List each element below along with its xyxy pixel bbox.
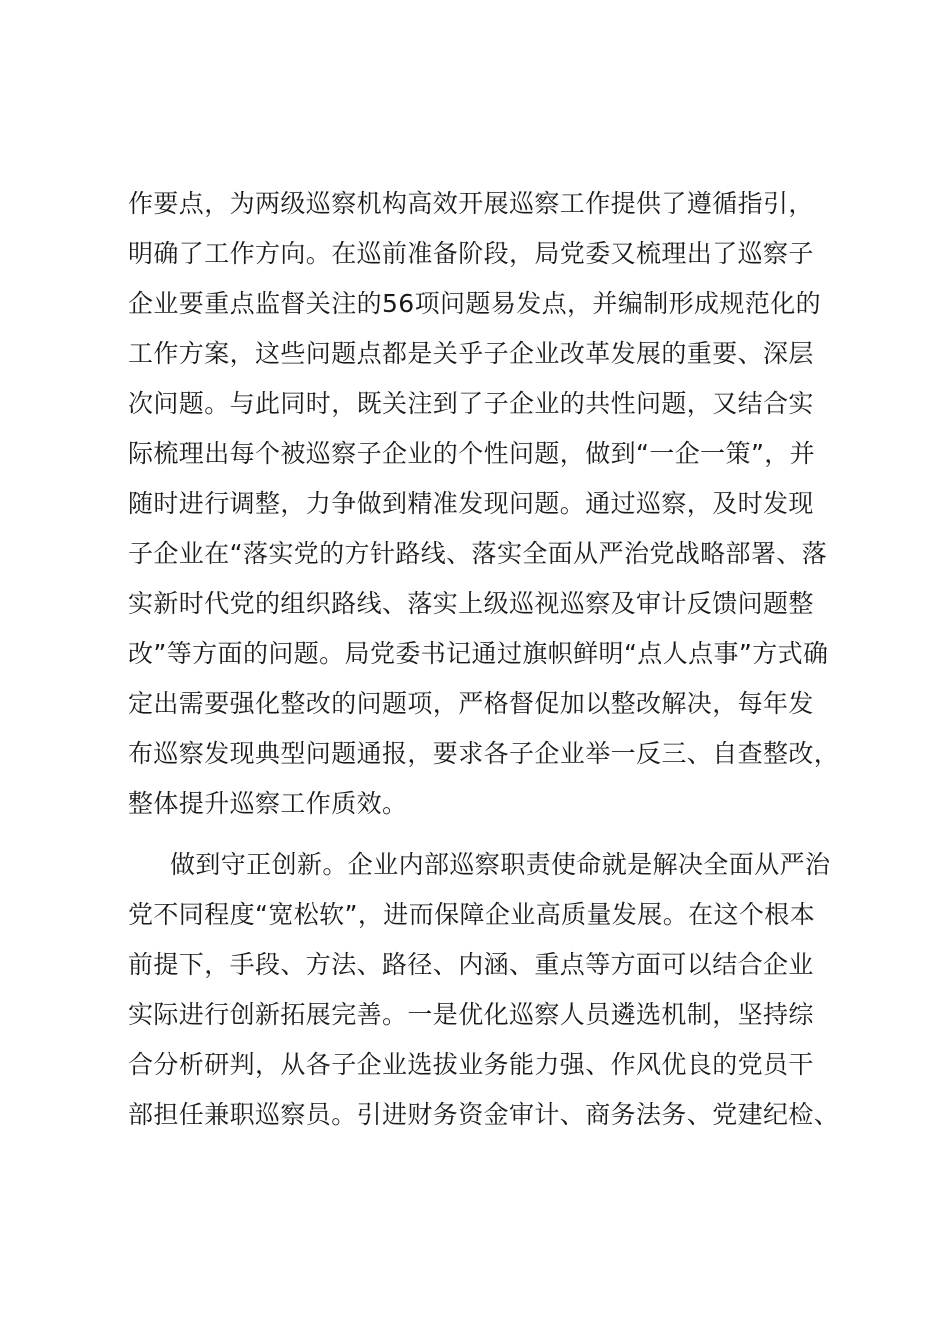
paragraph-1-line: 布巡察发现典型问题通报，要求各子企业举一反三、自查整改， xyxy=(128,739,840,768)
paragraph-2-line: 部担任兼职巡察员。引进财务资金审计、商务法务、党建纪检、 xyxy=(128,1100,840,1129)
paragraph-2-line: 实际进行创新拓展完善。一是优化巡察人员遴选机制，坚持综 xyxy=(128,1000,814,1029)
paragraph-1 xyxy=(128,179,868,829)
paragraph-1-line: 际梳理出每个被巡察子企业的个性问题，做到“一企一策”，并 xyxy=(128,439,816,468)
paragraph-1-line: 整体提升巡察工作质效。 xyxy=(128,789,408,818)
paragraph-1-line: 子企业在“落实党的方针路线、落实全面从严治党战略部署、落 xyxy=(128,539,828,568)
paragraph-1-line: 作要点，为两级巡察机构高效开展巡察工作提供了遵循指引， xyxy=(128,189,814,218)
paragraph-1-line: 随时进行调整，力争做到精准发现问题。通过巡察，及时发现 xyxy=(128,489,814,518)
paragraph-1-line: 实新时代党的组织路线、落实上级巡视巡察及审计反馈问题整 xyxy=(128,589,814,618)
paragraph-1-line: 次问题。与此同时，既关注到了子企业的共性问题，又结合实 xyxy=(128,389,814,418)
paragraph-1-line: 工作方案，这些问题点都是关乎子企业改革发展的重要、深层 xyxy=(128,339,814,368)
paragraph-2-first-line: 做到守正创新。企业内部巡察职责使命就是解决全面从严治 xyxy=(170,850,831,879)
paragraph-2 xyxy=(128,840,868,1140)
paragraph-2-line: 前提下，手段、方法、路径、内涵、重点等方面可以结合企业 xyxy=(128,950,814,979)
paragraph-2-line: 党不同程度“宽松软”，进而保障企业高质量发展。在这个根本 xyxy=(128,900,816,929)
paragraph-1-line: 定出需要强化整改的问题项，严格督促加以整改解决，每年发 xyxy=(128,689,814,718)
paragraph-1-line: 改”等方面的问题。局党委书记通过旗帜鲜明“点人点事”方式确 xyxy=(128,639,829,668)
paragraph-1-line: 企业要重点监督关注的56项问题易发点，并编制形成规范化的 xyxy=(128,289,822,318)
paragraph-2-line: 合分析研判，从各子企业选拔业务能力强、作风优良的党员干 xyxy=(128,1050,814,1079)
paragraph-1-line: 明确了工作方向。在巡前准备阶段，局党委又梳理出了巡察子 xyxy=(128,239,814,268)
